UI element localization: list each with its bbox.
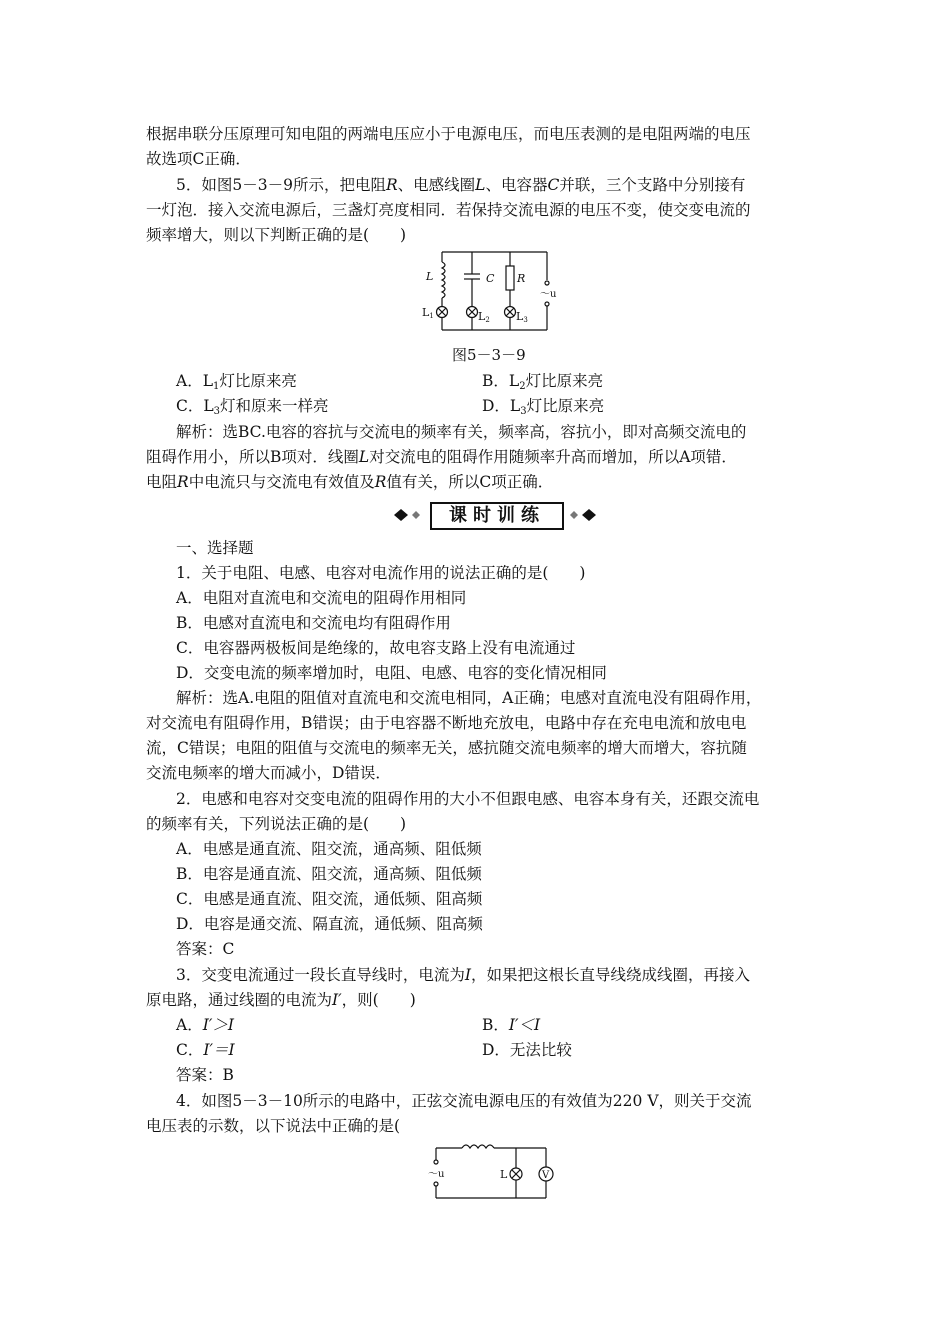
text-line: 一灯泡．接入交流电源后，三盏灯亮度相同．若保持交流电源的电压不变，使交变电流的 bbox=[146, 201, 751, 219]
option-1B: B．电感对直流电和交流电均有阻碍作用 bbox=[176, 614, 451, 632]
question-4: 4．如图5－3－10所示的电路中，正弦交流电源电压的有效值为220 V，则关于交流 bbox=[176, 1092, 752, 1110]
option-5D: D．$L_3$灯比原来亮 bbox=[482, 397, 605, 417]
inductor-label: L bbox=[426, 270, 434, 283]
option-2C: C．电感是通直流、阻交流，通低频、阻高频 bbox=[176, 890, 483, 908]
analysis-5-line: 阻碍作用小，所以B项对．线圈L对交流电的阻碍作用随频率升高而增加，所以A项错． bbox=[146, 448, 737, 466]
question-3: 3．交变电流通过一段长直导线时，电流为I，如果把这根长直导线绕成线圈，再接入 bbox=[176, 966, 751, 984]
analysis-1-line: 交流电频率的增大而减小，D错误． bbox=[146, 764, 391, 782]
question-4: 电压表的示数，以下说法中正确的是( bbox=[146, 1117, 401, 1135]
option-1D: D．交变电流的频率增加时，电阻、电感、电容的变化情况相同 bbox=[176, 664, 607, 682]
analysis-1-line: 流，C错误；电阻的阻值与交流电的频率无关，感抗随交流电频率的增大而增大，容抗随 bbox=[146, 739, 747, 757]
option-3B: B．I′＜I bbox=[482, 1016, 541, 1034]
option-3D: D．无法比较 bbox=[482, 1041, 572, 1059]
text-line: 根据串联分压原理可知电阻的两端电压应小于电源电压，而电压表测的是电阻两端的电压 bbox=[146, 125, 751, 143]
option-3A: A．I′＞I bbox=[176, 1016, 234, 1034]
diamond-icon bbox=[412, 511, 420, 519]
analysis-5-line: 解析：选BC.电容的容抗与交流电的频率有关，频率高，容抗小，即对高频交流电的 bbox=[176, 423, 747, 441]
resistor-label: R bbox=[517, 272, 526, 285]
question-3: 原电路，通过线圈的电流为I′，则( ) bbox=[146, 991, 416, 1009]
circuit-diagram-5-3-10 bbox=[420, 1140, 580, 1210]
voltmeter-label: V bbox=[542, 1170, 550, 1181]
lamp-label: L bbox=[500, 1168, 508, 1181]
option-2B: B．电容是通直流、阻交流，通高频、阻低频 bbox=[176, 865, 482, 883]
capacitor-label: C bbox=[486, 272, 495, 285]
section-banner bbox=[390, 500, 600, 530]
circuit-diagram-5-3-9 bbox=[410, 242, 570, 342]
diamond-icon bbox=[570, 511, 578, 519]
option-3C: C．I′＝I bbox=[176, 1041, 235, 1059]
option-5A: A．$L_1$灯比原来亮 bbox=[176, 372, 297, 392]
diamond-icon bbox=[582, 509, 596, 521]
option-2A: A．电感是通直流、阻交流，通高频、阻低频 bbox=[176, 840, 482, 858]
section-heading: 一、选择题 bbox=[176, 539, 254, 557]
lamp-3-label: L3 bbox=[516, 310, 528, 324]
option-2D: D．电容是通交流、隔直流，通低频、阻高频 bbox=[176, 915, 483, 933]
text-line: 频率增大，则以下判断正确的是( ) bbox=[146, 226, 407, 244]
answer-3: 答案：B bbox=[176, 1066, 234, 1084]
option-1C: C．电容器两极板间是绝缘的，故电容支路上没有电流通过 bbox=[176, 639, 576, 657]
lamp-1-label: L1 bbox=[422, 306, 434, 320]
option-5B: B．$L_2$灯比原来亮 bbox=[482, 372, 604, 392]
lamp-2-label: L2 bbox=[478, 310, 490, 324]
analysis-1-line: 解析：选A.电阻的阻值对直流电和交流电相同，A正确；电感对直流电没有阻碍作用， bbox=[176, 689, 762, 707]
option-5C: C．$L_3$灯和原来一样亮 bbox=[176, 397, 329, 417]
answer-2: 答案：C bbox=[176, 940, 235, 958]
diamond-icon bbox=[394, 509, 408, 521]
source-label: ～u bbox=[540, 289, 557, 300]
question-2: 2．电感和电容对交变电流的阻碍作用的大小不但跟电感、电容本身有关，还跟交流电 bbox=[176, 790, 760, 808]
figure-caption: 图5－3－9 bbox=[452, 346, 526, 364]
analysis-1-line: 对交流电有阻碍作用，B错误；由于电容器不断地充放电，电路中存在充电电流和放电电 bbox=[146, 714, 747, 732]
question-2: 的频率有关，下列说法正确的是( ) bbox=[146, 815, 407, 833]
text-line: 故选项C正确． bbox=[146, 150, 251, 168]
question-5-stem: 5．如图5－3－9所示，把电阻R、电感线圈L、电容器C并联，三个支路中分别接有 bbox=[176, 176, 746, 194]
question-1: 1．关于电阻、电感、电容对电流作用的说法正确的是( ) bbox=[176, 564, 586, 582]
analysis-5-line: 电阻R中电流只与交流电有效值及R值有关，所以C项正确． bbox=[146, 473, 554, 491]
source-label: ～u bbox=[428, 1169, 445, 1180]
option-1A: A．电阻对直流电和交流电的阻碍作用相同 bbox=[176, 589, 467, 607]
banner-title: 课时训练 bbox=[430, 502, 564, 530]
